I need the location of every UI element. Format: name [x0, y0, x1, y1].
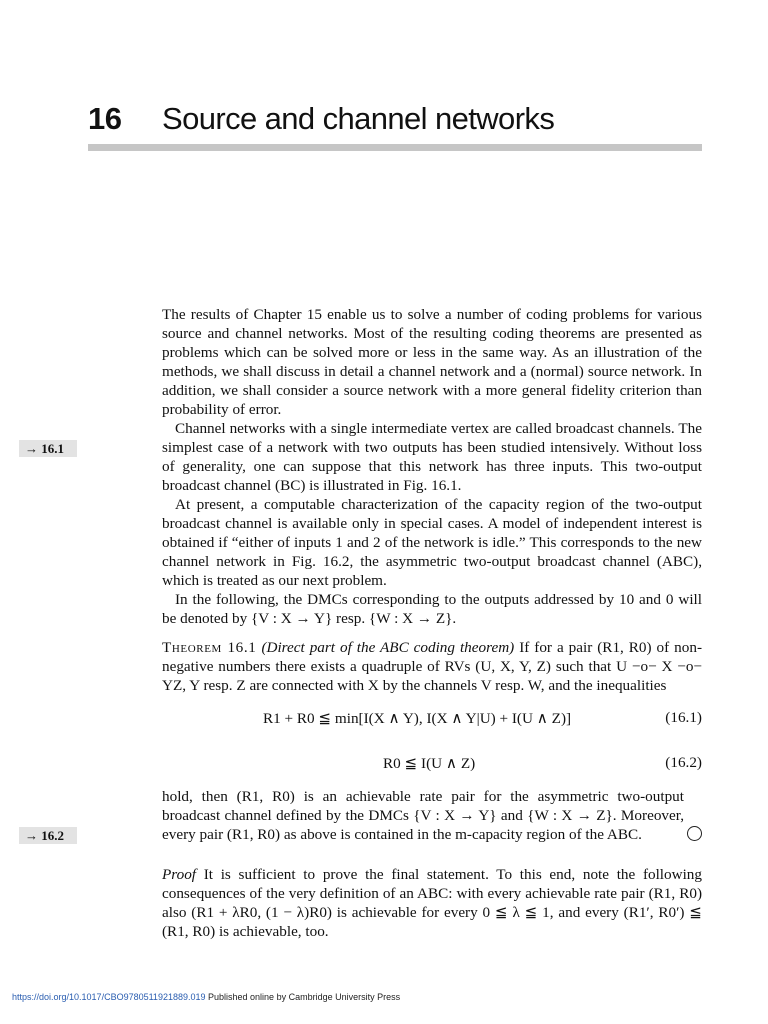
proof-label: Proof: [162, 866, 197, 883]
doi-link[interactable]: https://doi.org/10.1017/CBO9780511921889.019: [12, 992, 206, 1002]
proof-block: [162, 865, 702, 941]
publisher-note: Published online by Cambridge University Press: [208, 992, 401, 1002]
theorem-conclusion: [162, 787, 684, 844]
proof-text: It is sufficient to prove the final statement. To this end, note the following consequences of the very definition of an ABC: with every achievable rate pair (R1, R0) also (R1 + λR0, (1 − λ)R0) is achievable for every 0 ≦ λ ≦ 1, and every (R1′, R0′) ≦ (R1, R0) is achievable, too.: [162, 866, 702, 940]
equation-16-2: R0 ≦ I(U ∧ Z): [383, 755, 476, 772]
paragraph-3: At present, a computable characterization of the capacity region of the two-output broadcast channel is available only in special cases. A model of independent interest is obtained if “either of inputs 1 and 2 of the network is idle.” This corresponds to the new channel network in Fig. 16.2, the asymmetric two-output broadcast channel (ABC), which is treated as our next problem.: [162, 496, 702, 589]
theorem-label: Theorem 16.1: [162, 639, 257, 656]
paragraph-4: In the following, the DMCs corresponding to the outputs addressed by 10 and 0 will be denoted by {V : X → Y} resp. {W : X → Z}.: [162, 591, 702, 627]
equation-number-16-2: (16.2): [665, 754, 702, 771]
margin-ref-16-2[interactable]: → 16.2: [19, 827, 77, 844]
footer: [12, 992, 400, 1002]
equation-16-1: R1 + R0 ≦ min[I(X ∧ Y), I(X ∧ Y|U) + I(U ∧ Z)]: [263, 710, 572, 727]
chapter-number: 16: [88, 101, 122, 136]
theorem-name: (Direct part of the ABC coding theorem): [261, 639, 515, 656]
title-rule: [88, 144, 702, 151]
theorem-after: hold, then (R1, R0) is an achievable rate pair for the asymmetric two-output broadcast channel defined by the DMCs {V : X → Y} and {W : X → Z}. Moreover, every pair (R1, R0) as above is contained in the m-capacity region of the ABC.: [162, 788, 684, 843]
paragraph-1: The results of Chapter 15 enable us to solve a number of coding problems for various source and channel networks. Most of the resulting coding theorems are presented as problems which can be solved more or less in the same way. As an illustration of the methods, we shall discuss in detail a channel network and a (normal) source network. In addition, we shall consider a source network with a more general fidelity criterion than probability of error.: [162, 306, 702, 418]
equation-number-16-1: (16.1): [665, 709, 702, 726]
theorem-block: [162, 638, 702, 695]
paragraph-2: Channel networks with a single intermediate vertex are called broadcast channels. The simplest case of a network with two outputs has been studied intensively. Without loss of generality, one can suppose that this network has three inputs. This two-output broadcast channel (BC) is illustrated in Fig. 16.1.: [162, 420, 702, 494]
theorem-text: If for a pair (R1, R0) of non-negative numbers there exists a quadruple of RVs (U, X, Y, Z) such that U −o− X −o− YZ, Y resp. Z are connected with X by the channels V resp. W, and the inequalities: [162, 639, 703, 694]
margin-ref-16-1[interactable]: → 16.1: [19, 440, 77, 457]
intro-text: [162, 305, 702, 628]
chapter-title: Source and channel networks: [162, 101, 555, 136]
end-of-theorem-icon: [687, 826, 702, 841]
